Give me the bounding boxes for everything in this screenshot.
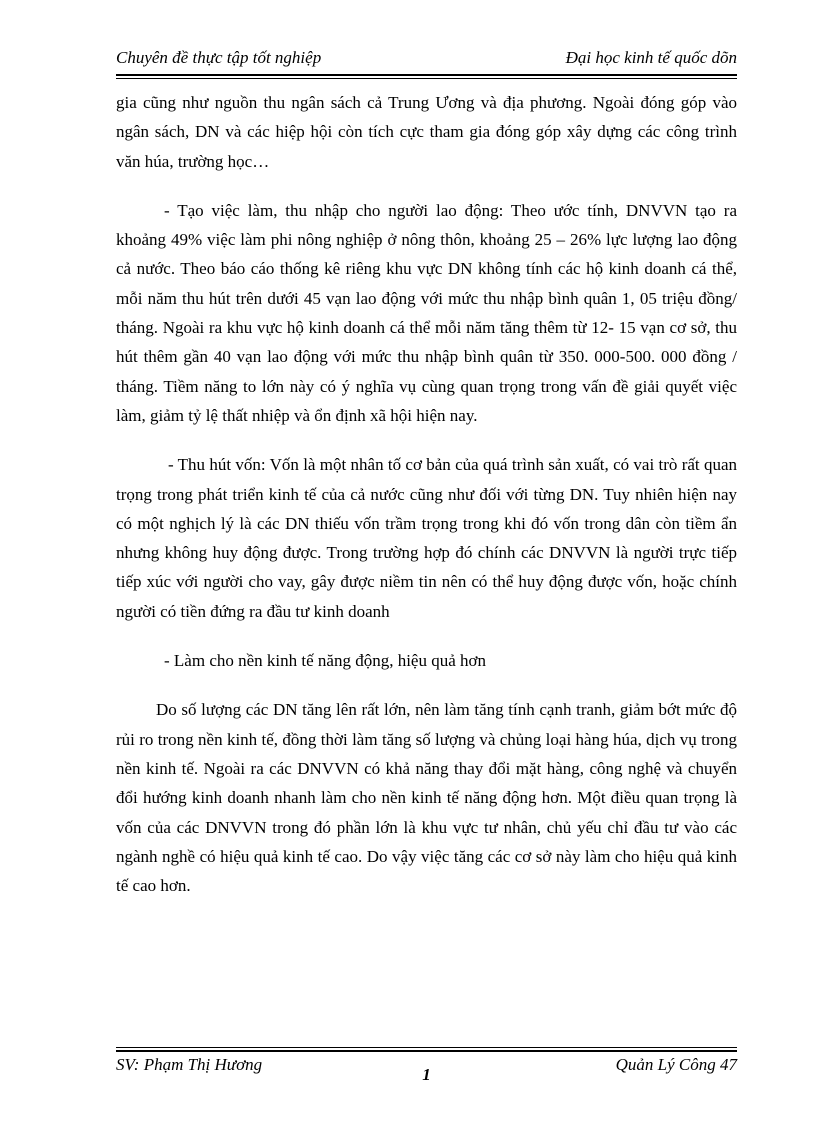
page-body xyxy=(116,88,737,900)
footer-rule-thick xyxy=(116,1050,737,1052)
header-left-title: Chuyên đề thực tập tốt nghiệp xyxy=(116,48,322,67)
footer-rule-thin xyxy=(116,1047,737,1048)
footer-class: Quản Lý Công 47 xyxy=(615,1055,737,1074)
paragraph-dynamic-body: Do số lượng các DN tăng lên rất lớn, nên làm tăng tính cạnh tranh, giảm bớt mức độ rủi ro trong nền kinh tế, đồng thời làm tăng số lượng và chủng loại hàng húa, dịch vụ trong nền kinh tế. Ngoài ra các DNVVN có khả năng thay đổi mặt hàng, công nghệ và chuyển đổi hướng kinh doanh nhanh làm cho nền kinh tế năng động hơn. Một điều quan trọng là vốn của các DNVVN trong đó phần lớn là khu vực tư nhân, chủ yếu chỉ đầu tư vào các ngành nghề có hiệu quả kinh tế cao. Do vậy việc tăng các cơ sở này làm cho hiệu quả kinh tế cao hơn. xyxy=(116,700,737,896)
paragraph-capital: - Thu hút vốn: Vốn là một nhân tố cơ bản của quá trình sản xuất, có vai trò rất quan trọng trong phát triển kinh tế của cả nước cũng như đối với từng DN. Tuy nhiên hiện nay có một nghịch lý là các DN thiếu vốn trầm trọng trong khi đó vốn trong dân còn tiềm ẩn nhưng không huy động được. Trong trường hợp đó chính các DNVVN là người trực tiếp tiếp xúc với người cho vay, gây được niềm tin nên có thể huy động được vốn, hoặc chính người có tiền đứng ra đầu tư kinh doanh xyxy=(116,455,737,621)
paragraph-dynamic-heading: - Làm cho nền kinh tế năng động, hiệu quả hơn xyxy=(164,651,486,671)
paragraph-employment: - Tạo việc làm, thu nhập cho người lao động: Theo ước tính, DNVVN tạo ra khoảng 49% việc làm phi nông nghiệp ở nông thôn, khoảng 25 – 26% lực lượng lao động cả nước. Theo báo cáo thống kê riêng khu vực DN không tính các hộ kinh doanh cá thể, mỗi năm thu hút trên dưới 45 vạn lao động với mức thu nhập bình quân 1, 05 triệu đồng/ tháng. Ngoài ra khu vực hộ kinh doanh cá thể mỗi năm tăng thêm từ 12- 15 vạn cơ sở, thu hút thêm gần 40 vạn lao động với mức thu nhập bình quân từ 350. 000-500. 000 đồng / tháng. Tiềm năng to lớn này có ý nghĩa vụ cùng quan trọng trong vấn đề giải quyết việc làm, giảm tỷ lệ thất nhiệp và ổn định xã hội hiện nay. xyxy=(116,200,737,425)
header-right-title: Đại học kinh tế quốc dõn xyxy=(565,48,737,67)
footer-author: SV: Phạm Thị Hương xyxy=(116,1055,263,1074)
page-header xyxy=(116,48,737,74)
header-rule-thick xyxy=(116,74,737,76)
page-number: 1 xyxy=(422,1065,431,1084)
paragraph-1: gia cũng như nguồn thu ngân sách cả Trung Ương và địa phương. Ngoài đóng góp vào ngân sách, DN và các hiệp hội còn tích cực tham gia đóng góp xây dựng các công trình văn húa, trường học… xyxy=(116,93,737,171)
page-footer xyxy=(116,1055,737,1085)
header-rule-thin xyxy=(116,78,737,79)
